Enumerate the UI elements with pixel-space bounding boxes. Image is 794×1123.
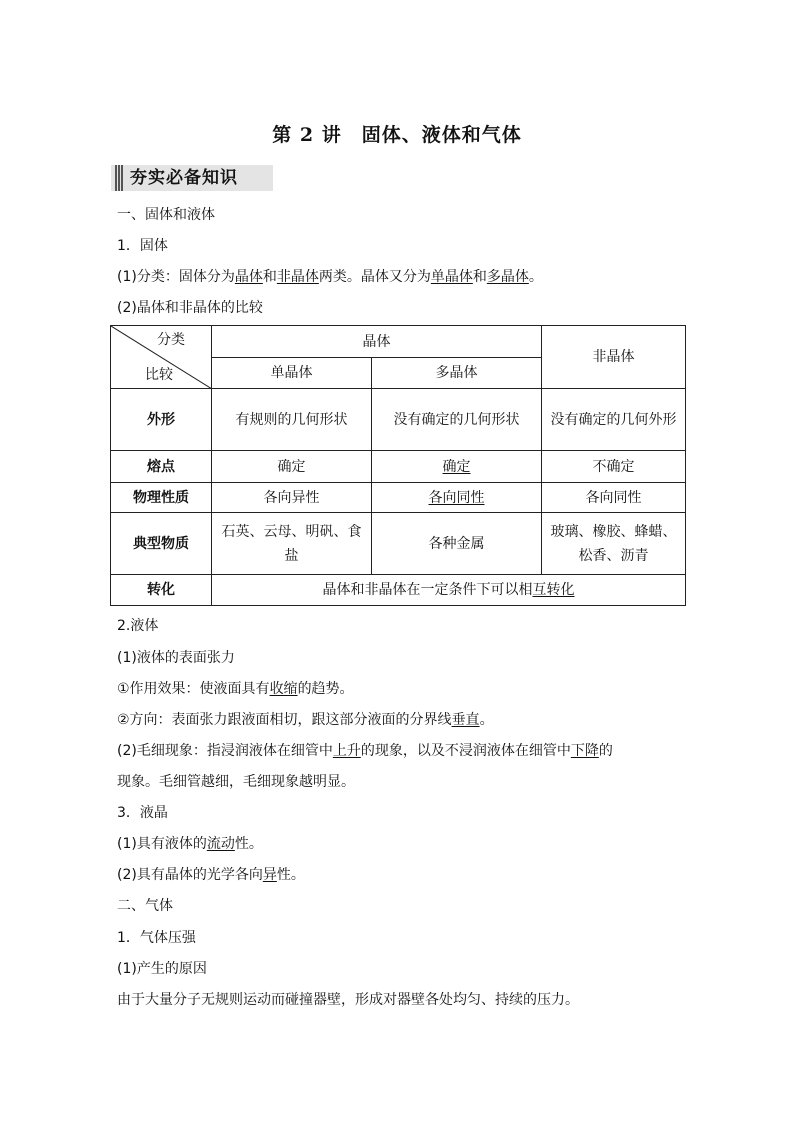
page-title: 第 2 讲 固体、液体和气体 bbox=[272, 124, 522, 146]
row-label-shape: 外形 bbox=[111, 389, 212, 451]
header-single-crystal: 单晶体 bbox=[212, 358, 372, 389]
text: 。 bbox=[479, 712, 494, 728]
cell: 有规则的几何形状 bbox=[212, 389, 372, 451]
table-row bbox=[111, 513, 686, 575]
text: 的现象，以及不浸润液体在细管中 bbox=[360, 743, 571, 759]
text: 。 bbox=[528, 269, 543, 285]
paragraph-cause: (1)产生的原因 bbox=[117, 961, 207, 977]
paragraph-cause-text: 由于大量分子无规则运动而碰撞器壁，形成对器壁各处均匀、持续的压力。 bbox=[117, 992, 579, 1008]
text: 性。 bbox=[234, 836, 263, 852]
paragraph-capillary bbox=[117, 741, 613, 761]
paragraph-anisotropy bbox=[117, 865, 305, 885]
underlined-answer: 确定 bbox=[442, 458, 471, 475]
cell bbox=[372, 483, 542, 513]
banner-stripe bbox=[115, 165, 123, 191]
table-row bbox=[111, 483, 686, 513]
header-non-crystal: 非晶体 bbox=[542, 326, 686, 389]
paragraph-fluidity bbox=[117, 834, 263, 854]
row-label-typical: 典型物质 bbox=[111, 513, 212, 575]
text: ②方向：表面张力跟液面相切，跟这部分液面的分界线 bbox=[117, 712, 452, 728]
text: (1)具有液体的 bbox=[117, 836, 207, 852]
text: 和 bbox=[472, 269, 487, 285]
underlined-answer: 收缩 bbox=[269, 681, 298, 697]
underlined-answer: 下降 bbox=[570, 743, 599, 759]
row-label-physical: 物理性质 bbox=[111, 483, 212, 513]
table-row bbox=[111, 575, 686, 606]
text: 的 bbox=[598, 743, 613, 759]
underlined-answer: 流动 bbox=[206, 836, 235, 852]
comparison-table bbox=[110, 325, 686, 606]
cell bbox=[212, 575, 686, 606]
section-heading-gas: 二、气体 bbox=[117, 898, 173, 914]
text: (1)分类：固体分为 bbox=[117, 269, 235, 285]
underlined-answer: 上升 bbox=[332, 743, 361, 759]
text: 和 bbox=[262, 269, 277, 285]
underlined-answer: 互转化 bbox=[532, 582, 575, 598]
header-category: 分类 bbox=[157, 332, 185, 348]
paragraph-direction bbox=[117, 710, 494, 730]
underlined-answer: 多晶体 bbox=[486, 269, 529, 285]
paragraph-classification bbox=[117, 267, 543, 287]
underlined-answer: 单晶体 bbox=[430, 269, 473, 285]
table-row bbox=[111, 389, 686, 451]
cell: 确定 bbox=[212, 451, 372, 483]
text: 的趋势。 bbox=[297, 681, 354, 697]
subheading-solid: 1．固体 bbox=[117, 238, 168, 254]
underlined-answer: 异 bbox=[262, 867, 277, 883]
text: 两类。晶体又分为 bbox=[318, 269, 431, 285]
header-crystal: 晶体 bbox=[212, 326, 542, 358]
diagonal-header-cell bbox=[111, 326, 212, 389]
cell: 各向异性 bbox=[212, 483, 372, 513]
underlined-answer: 各向同性 bbox=[428, 489, 485, 506]
text: (2)毛细现象：指浸润液体在细管中 bbox=[117, 743, 333, 759]
paragraph-surface-tension: (1)液体的表面张力 bbox=[117, 650, 235, 666]
section-heading-solid-liquid: 一、固体和液体 bbox=[117, 207, 215, 223]
text: (2)具有晶体的光学各向 bbox=[117, 867, 263, 883]
cell: 各向同性 bbox=[542, 483, 686, 513]
cell: 石英、云母、明矾、食盐 bbox=[212, 513, 372, 575]
header-compare: 比较 bbox=[145, 367, 173, 383]
cell: 不确定 bbox=[542, 451, 686, 483]
paragraph-capillary-cont: 现象。毛细管越细，毛细现象越明显。 bbox=[117, 774, 355, 790]
cell bbox=[372, 451, 542, 483]
section-banner bbox=[111, 165, 273, 191]
cell: 没有确定的几何形状 bbox=[372, 389, 542, 451]
text: 晶体和非晶体在一定条件下可以相 bbox=[322, 582, 533, 598]
cell: 各种金属 bbox=[372, 513, 542, 575]
row-label-transform: 转化 bbox=[111, 575, 212, 606]
underlined-answer: 垂直 bbox=[451, 712, 480, 728]
cell: 玻璃、橡胶、蜂蜡、松香、沥青 bbox=[542, 513, 686, 575]
paragraph-effect bbox=[117, 679, 354, 699]
subheading-gas-pressure: 1．气体压强 bbox=[117, 930, 196, 946]
row-label-melting: 熔点 bbox=[111, 451, 212, 483]
subheading-liquid-crystal: 3．液晶 bbox=[117, 805, 168, 821]
cell: 没有确定的几何外形 bbox=[542, 389, 686, 451]
underlined-answer: 晶体 bbox=[234, 269, 263, 285]
subheading-liquid: 2.液体 bbox=[117, 618, 159, 634]
banner-title: 夯实必备知识 bbox=[130, 168, 238, 188]
text: 性。 bbox=[276, 867, 305, 883]
paragraph-comparison-heading: (2)晶体和非晶体的比较 bbox=[117, 300, 263, 316]
text: ①作用效果：使液面具有 bbox=[117, 681, 270, 697]
header-poly-crystal: 多晶体 bbox=[372, 358, 542, 389]
table-row bbox=[111, 451, 686, 483]
underlined-answer: 非晶体 bbox=[276, 269, 319, 285]
